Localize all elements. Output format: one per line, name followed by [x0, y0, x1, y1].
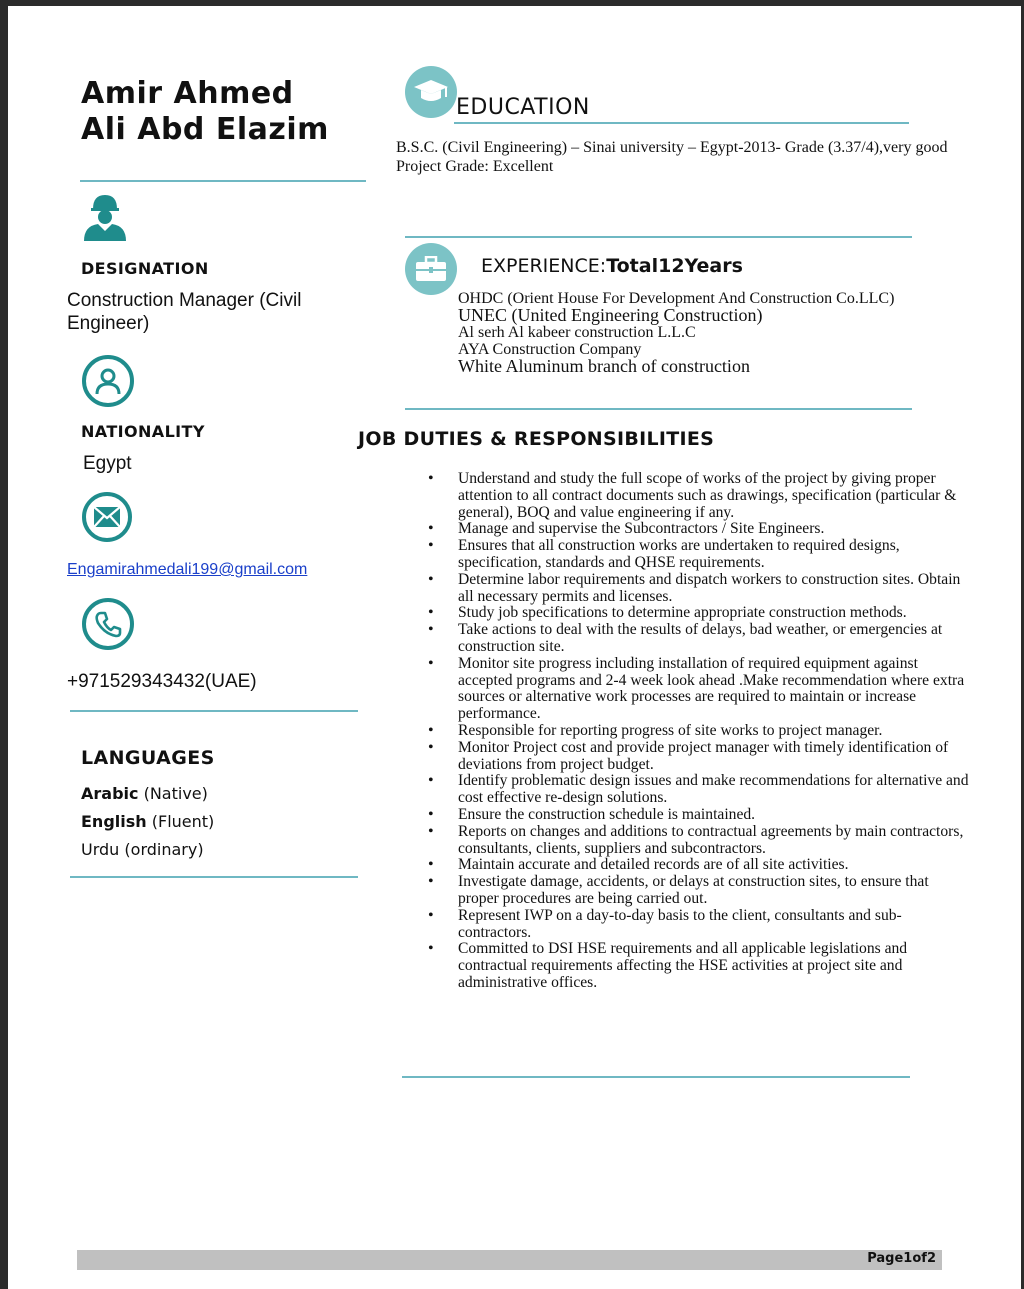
duty-item: • Monitor Project cost and provide project manager with timely identification of deviations from project budget.	[428, 740, 973, 774]
designation-label: DESIGNATION	[81, 259, 209, 278]
company-item: UNEC (United Engineering Construction)	[458, 305, 763, 325]
company-item: OHDC (Orient House For Development And Construction Co.LLC)	[458, 290, 895, 307]
experience-divider	[405, 408, 912, 410]
company-item: AYA Construction Company	[458, 341, 642, 358]
duty-item: • Monitor site progress including installation of required equipment against accepted programs and 2-4 week look ahead .Make recommendation where extra sources or alternative work processes are required to maintain or increase performance.	[428, 656, 973, 723]
name-line-1: Amir Ahmed	[81, 76, 294, 111]
language-item: English (Fluent)	[81, 812, 215, 831]
duty-item: • Determine labor requirements and dispatch workers to construction sites. Obtain all necessary permits and licenses.	[428, 572, 973, 606]
experience-title: EXPERIENCE:Total12Years	[481, 255, 743, 277]
duty-item: • Maintain accurate and detailed records are of all site activities.	[428, 857, 973, 874]
duty-item: • Represent IWP on a day-to-day basis to the client, consultants and sub-contractors.	[428, 908, 973, 942]
languages-label: LANGUAGES	[81, 747, 215, 769]
person-name	[81, 76, 329, 148]
phone-value: +971529343432(UAE)	[67, 671, 257, 692]
duty-item: • Ensure the construction schedule is maintained.	[428, 807, 973, 824]
education-project-grade: Project Grade: Excellent	[396, 158, 554, 175]
email-link[interactable]: Engamirahmedali199@gmail.com	[67, 561, 308, 578]
user-icon	[82, 355, 134, 407]
duties-divider	[402, 1076, 910, 1078]
duty-item: • Ensures that all construction works are undertaken to required designs, specification, standards and QHSE requirements.	[428, 538, 973, 572]
page-number: Page1of2	[867, 1251, 936, 1266]
mail-icon	[82, 492, 132, 542]
phone-icon	[82, 598, 134, 650]
duty-item: • Take actions to deal with the results of delays, bad weather, or emergencies at construction site.	[428, 622, 973, 656]
name-divider	[80, 180, 366, 182]
nationality-label: NATIONALITY	[81, 422, 205, 441]
duty-item: • Committed to DSI HSE requirements and all applicable legislations and contractual requirements affecting the HSE activities at project site and administrative offices.	[428, 941, 973, 991]
education-title: EDUCATION	[456, 95, 590, 120]
nationality-value: Egypt	[83, 453, 132, 474]
language-item: Arabic (Native)	[81, 784, 208, 803]
duty-item: • Reports on changes and additions to contractual agreements by main contractors, consultants, clients, suppliers and subcontractors.	[428, 824, 973, 858]
name-line-2: Ali Abd Elazim	[81, 112, 329, 147]
experience-list	[458, 290, 894, 375]
education-title-rule	[454, 122, 909, 124]
viewer-frame-left	[0, 0, 8, 1289]
contact-divider	[70, 710, 358, 712]
page-footer	[77, 1250, 942, 1270]
duty-item: • Identify problematic design issues and make recommendations for alternative and cost effective re-design solutions.	[428, 773, 973, 807]
duty-item: • Study job specifications to determine appropriate construction methods.	[428, 605, 973, 622]
duty-item: • Responsible for reporting progress of site works to project manager.	[428, 723, 973, 740]
designation-value: Construction Manager (Civil Engineer)	[67, 290, 302, 334]
language-item: Urdu (ordinary)	[81, 840, 204, 859]
education-divider	[405, 236, 912, 238]
languages-divider	[70, 876, 358, 878]
duty-item: • Understand and study the full scope of works of the project by giving proper attention to all contract documents such as drawings, specification (particular & general), BOQ and value engineering if any.	[428, 471, 973, 521]
worker-icon	[82, 191, 128, 241]
duties-list	[428, 471, 973, 992]
duty-item: • Investigate damage, accidents, or delays at construction sites, to ensure that proper procedures are being carried out.	[428, 874, 973, 908]
company-item: White Aluminum branch of construction	[458, 356, 750, 376]
company-item: Al serh Al kabeer construction L.L.C	[458, 324, 696, 341]
languages-list	[81, 780, 214, 864]
education-degree: B.S.C. (Civil Engineering) – Sinai university – Egypt-2013- Grade (3.37/4),very good	[396, 139, 948, 156]
graduation-cap-icon	[405, 66, 457, 118]
briefcase-icon	[405, 243, 457, 295]
duty-item: • Manage and supervise the Subcontractors / Site Engineers.	[428, 521, 973, 538]
viewer-frame-top	[0, 0, 1024, 6]
education-details	[396, 138, 956, 176]
duties-title: JOB DUTIES & RESPONSIBILITIES	[358, 428, 715, 450]
